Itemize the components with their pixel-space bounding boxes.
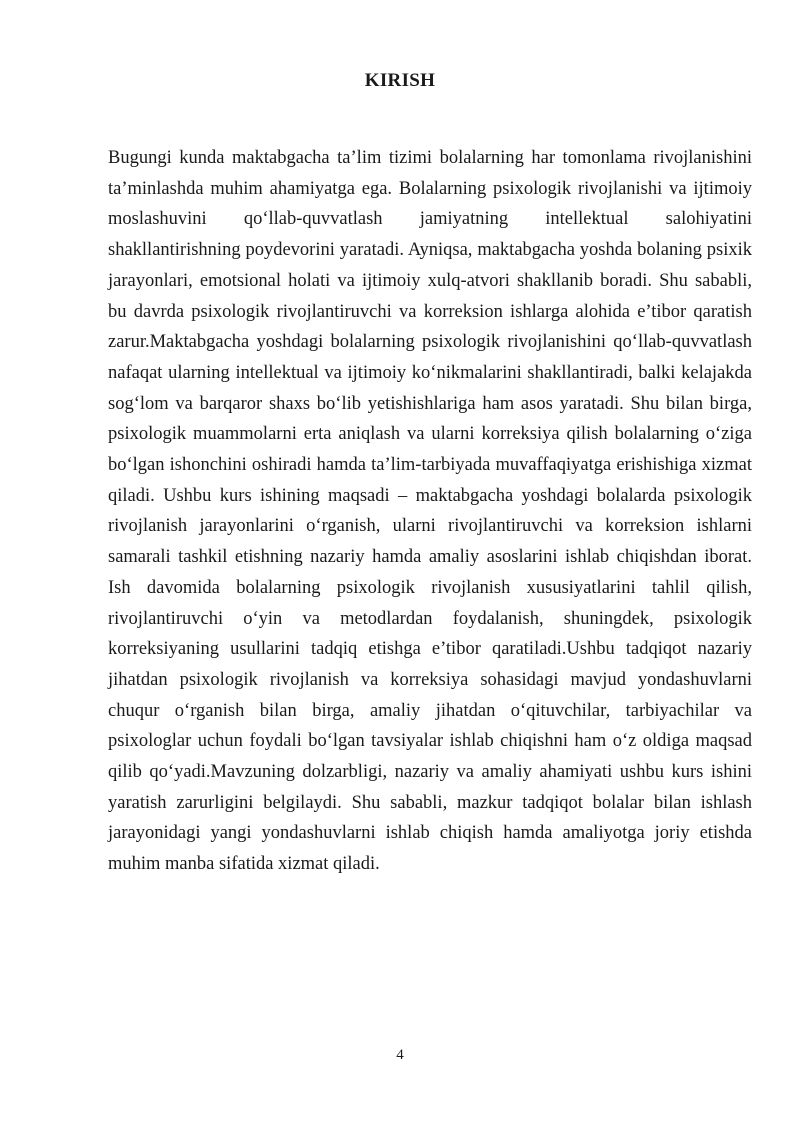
page-number: 4 <box>396 1047 404 1063</box>
body-paragraph: Bugungi kunda maktabgacha ta’lim tizimi bolalarning har tomonlama rivojlanishini ta’minlashda muhim ahamiyatga ega. Bolalarning psixologik rivojlanishi va ijtimoiy moslashuvini qo‘llab-quvvatlash jamiyatning intellektual salohiyatini shakllantirishning poydevorini yaratadi. Ayniqsa, maktabgacha yoshda bolaning psixik jarayonlari, emotsional holati va ijtimoiy xulq-atvori shakllanib boradi. Shu sababli, bu davrda psixologik rivojlantiruvchi va korreksion ishlarga alohida e’tibor qaratish zarur.Maktabgacha yoshdagi bolalarning psixologik rivojlanishini qo‘llab-quvvatlash nafaqat ularning intellektual va ijtimoiy ko‘nikmalarini shakllantiradi, balki kelajakda sog‘lom va barqaror shaxs bo‘lib yetishishlariga ham asos yaratadi. Shu bilan birga, psixologik muammolarni erta aniqlash va ularni korreksiya qilish bolalarning o‘ziga bo‘lgan ishonchini oshiradi hamda ta’lim-tarbiyada muvaffaqiyatga erishishiga xizmat qiladi. Ushbu kurs ishining maqsadi – maktabgacha yoshdagi bolalarda psixologik rivojlanish jarayonlarini o‘rganish, ularni rivojlantiruvchi va korreksion ishlarni samarali tashkil etishning nazariy hamda amaliy asoslarini ishlab chiqishdan iborat. Ish davomida bolalarning psixologik rivojlanish xususiyatlarini tahlil qilish, rivojlantiruvchi o‘yin va metodlardan foydalanish, shuningdek, psixologik korreksiyaning usullarini tadqiq etishga e’tibor qaratiladi.Ushbu tadqiqot nazariy jihatdan psixologik rivojlanish va korreksiya sohasidagi mavjud yondashuvlarni chuqur o‘rganish bilan birga, amaliy jihatdan o‘qituvchilar, tarbiyachilar va psixologlar uchun foydali bo‘lgan tavsiyalar ishlab chiqishni ham o‘z oldiga maqsad qilib qo‘yadi.Mavzuning dolzarbligi, nazariy va amaliy ahamiyati ushbu kurs ishini yaratish zarurligini belgilaydi. Shu sababli, mazkur tadqiqot bolalar bilan ishlash jarayonidagi yangi yondashuvlarni ishlab chiqish hamda amaliyotga joriy etishda muhim manba sifatida xizmat qiladi. <box>108 148 752 875</box>
page-title: KIRISH <box>364 70 436 91</box>
